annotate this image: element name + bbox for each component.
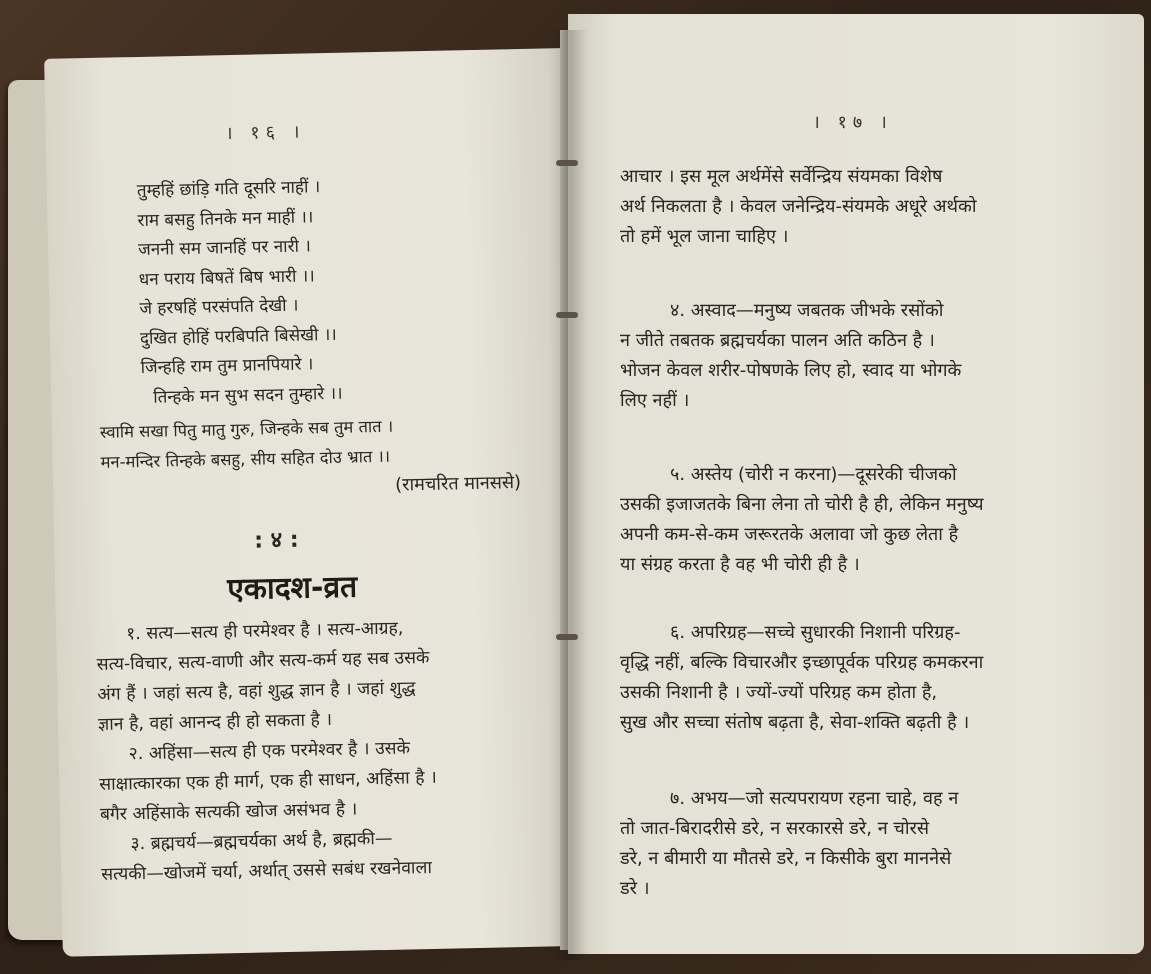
paragraph-line: साक्षात्कारका एक ही मार्ग, एक ही साधन, अहिंसा है । — [99, 767, 437, 795]
paragraph-line: डरे, न बीमारी या मौतसे डरे, न किसीके बुरा माननेसे — [620, 848, 952, 869]
paragraph-line: तो हमें भूल जाना चाहिए । — [620, 226, 789, 247]
section-marker: : ४ : — [253, 527, 299, 554]
paragraph-line: ४. अस्वाद—मनुष्य जबतक जीभके रसोंको — [670, 300, 944, 321]
paragraph-line: उसकी निशानी है । ज्यों-ज्यों परिग्रह कम होता है, — [620, 682, 938, 703]
paragraph-line: सुख और सच्चा संतोष बढ़ता है, सेवा-शक्ति बढ़ती है । — [620, 712, 970, 733]
open-book — [8, 10, 1148, 960]
binding-stitch — [556, 312, 578, 318]
paragraph-asvad — [620, 296, 1120, 416]
paragraph-line: ३. ब्रह्मचर्य—ब्रह्मचर्यका अर्थ है, ब्रह्मकी— — [130, 828, 393, 855]
left-page — [44, 48, 585, 957]
verse-line: राम बसहु तिनके मन माहीं ।। — [137, 206, 314, 231]
paragraph-asteya — [620, 460, 1120, 580]
paragraph-abhay — [620, 784, 1120, 904]
doha-line: स्वामि सखा पितु मातु गुरु, जिन्हके सब तुम तात । — [99, 416, 394, 442]
paragraph-line: ६. अपरिग्रह—सच्चे सुधारकी निशानी परिग्रह- — [670, 622, 961, 643]
left-page-number: । १६ । — [225, 121, 306, 145]
verse-line: जिन्हहि राम तुम प्रानपियारे । — [140, 354, 314, 378]
verse-line: तुम्हहिं छांड़ि गति दूसरि नाहीं । — [136, 177, 321, 202]
paragraph-line: आचार । इस मूल अर्थमेंसे सर्वेन्द्रिय संयमका विशेष — [620, 166, 943, 187]
verse-line: जे हरषहिं परसंपति देखी । — [139, 295, 299, 319]
paragraph-line: ज्ञान है, वहां आनन्द ही हो सकता है । — [97, 710, 333, 735]
paragraph-line: बगैर अहिंसाके सत्यकी खोज असंभव है । — [99, 799, 358, 825]
verse-line: धन पराय बिषतें बिष भारी ।। — [138, 265, 315, 290]
paragraph-line: वृद्धि नहीं, बल्कि विचारऔर इच्छापूर्वक परिग्रह कमकरना — [620, 652, 984, 673]
paragraph-line: सत्यकी—खोजमें चर्या, अर्थात् उससे सबंध रखनेवाला — [101, 857, 433, 885]
vows-paragraphs — [96, 613, 439, 890]
paragraph-line: १. सत्य—सत्य ही परमेश्वर है । सत्य-आग्रह, — [125, 618, 404, 645]
paragraph-brahmacharya-continued — [620, 162, 1120, 252]
paragraph-line: या संग्रह करता है वह भी चोरी ही है । — [620, 554, 860, 575]
paragraph-line: भोजन केवल शरीर-पोषणके लिए हो, स्वाद या भोगके — [620, 360, 962, 381]
paragraph-line: २. अहिंसा—सत्य ही एक परमेश्वर है । उसके — [128, 738, 411, 765]
paragraph-line: लिए नहीं । — [620, 390, 690, 411]
verse-line: जननी सम जानहिं पर नारी । — [137, 236, 312, 261]
paragraph-line: न जीते तबतक ब्रह्मचर्यका पालन अति कठिन है । — [620, 330, 935, 351]
binding-stitch — [556, 634, 578, 640]
paragraph-line: ७. अभय—जो सत्यपरायण रहना चाहे, वह न — [670, 788, 959, 809]
paragraph-line: डरे । — [620, 878, 650, 899]
doha-line: मन-मन्दिर तिन्हके बसहु, सीय सहित दोउ भ्रात ।। — [100, 446, 391, 472]
paragraph-line: तो जात-बिरादरीसे डरे, न सरकारसे डरे, न चोरसे — [620, 818, 930, 839]
chapter-title: एकादश-व्रत — [226, 569, 358, 608]
source-citation: (रामचरित मानससे) — [394, 472, 522, 496]
paragraph-line: अंग हैं । जहां सत्य है, वहां शुद्ध ज्ञान है । जहां शुद्ध — [97, 678, 416, 705]
right-page — [568, 14, 1144, 954]
paragraph-line: उसकी इजाजतके बिना लेना तो चोरी है ही, लेकिन मनुष्य — [620, 494, 984, 515]
paragraph-line: अर्थ निकलता है । केवल जनेन्द्रिय-संयमके अधूरे अर्थको — [620, 196, 977, 217]
verse-line: दुखित होहिं परबिपति बिसेखी ।। — [139, 324, 337, 349]
right-page-number: । १७ । — [813, 112, 893, 133]
binding-stitch — [556, 160, 578, 166]
verse-line: तिन्हके मन सुभ सदन तुम्हारे ।। — [153, 383, 343, 408]
paragraph-aparigraha — [620, 618, 1120, 738]
paragraph-line: अपनी कम-से-कम जरूरतके अलावा जो कुछ लेता है — [620, 524, 959, 545]
verse-block — [137, 173, 343, 413]
paragraph-line: सत्य-विचार, सत्य-वाणी और सत्य-कर्म यह सब उसके — [96, 647, 430, 675]
doha-block — [100, 409, 522, 506]
paragraph-line: ५. अस्तेय (चोरी न करना)—दूसरेकी चीजको — [670, 464, 957, 485]
